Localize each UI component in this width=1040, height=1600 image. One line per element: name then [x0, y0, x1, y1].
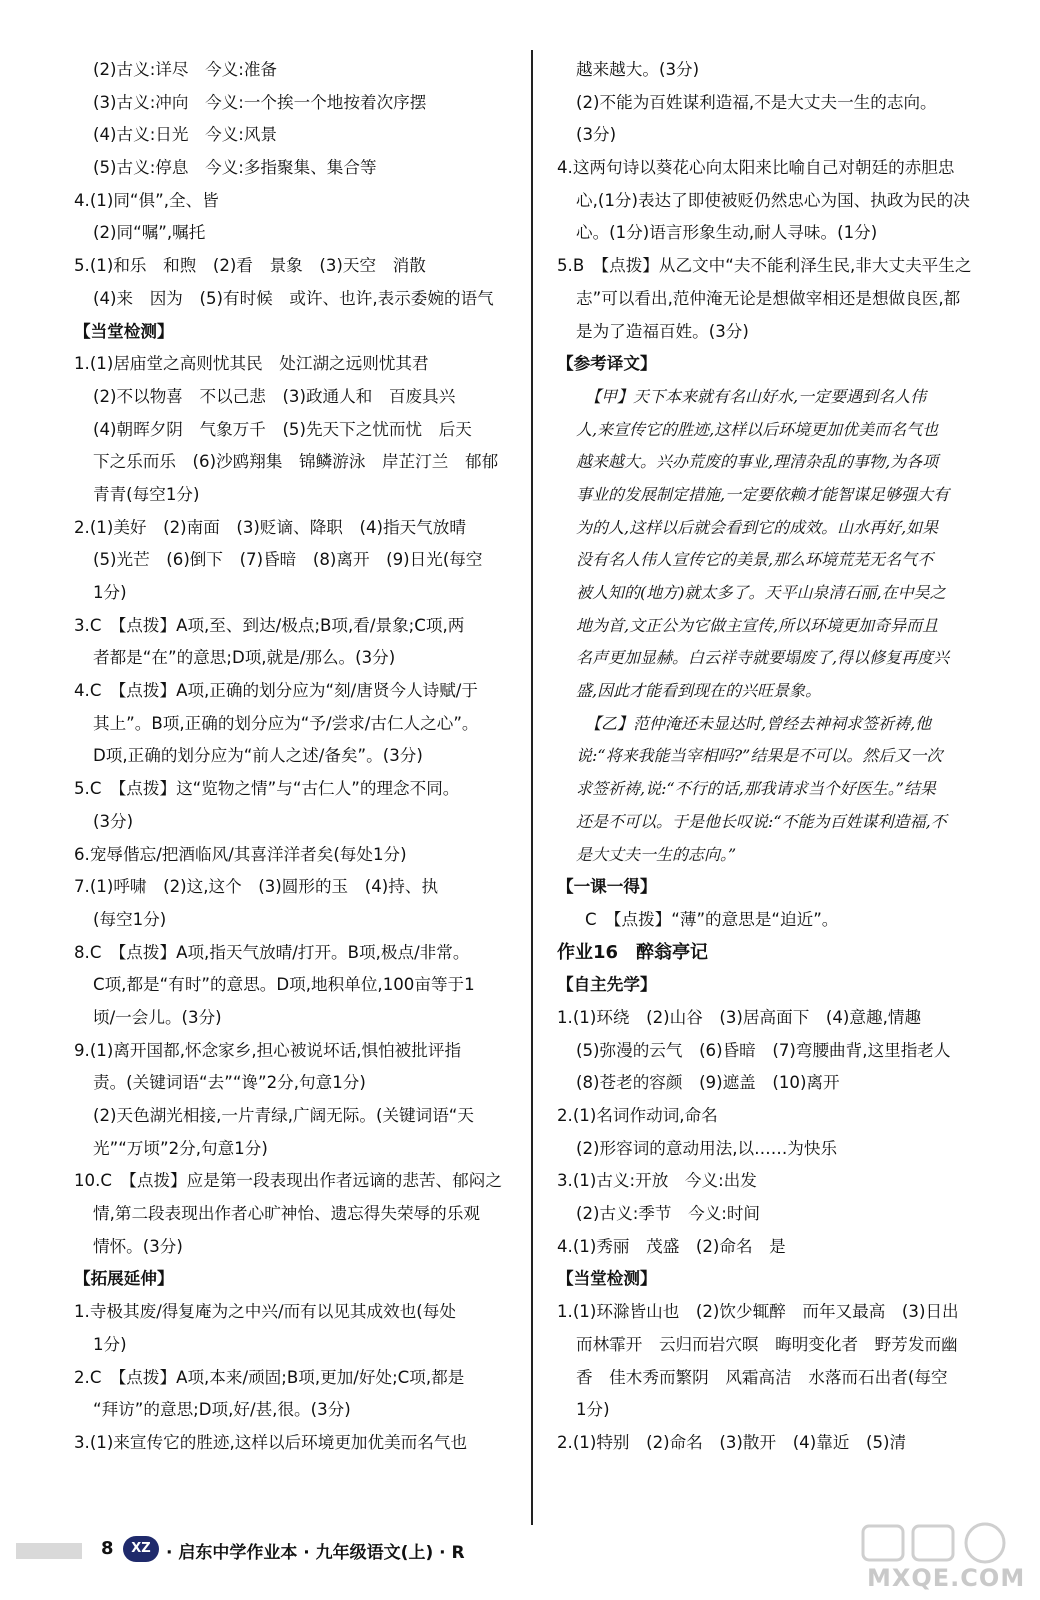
left-text-line: D项,正确的划分应为“前人之述/备矣”。(3分): [93, 746, 423, 766]
page-footer: [16, 1530, 576, 1570]
right-text-line: 名声更加显赫。白云祥寺就要塌废了,得以修复再度兴: [576, 648, 950, 668]
footer-grey-bar: [16, 1543, 82, 1559]
right-text-line: 1.(1)环滁皆山也 (2)饮少辄醉 而年又最高 (3)日出: [557, 1302, 959, 1322]
right-text-line: 3.(1)古义:开放 今义:出发: [557, 1171, 757, 1191]
left-text-line: 顷/一会儿。(3分): [93, 1007, 222, 1027]
left-text-line: 1.寺极其废/得复庵为之中兴/而有以见其成效也(每处: [74, 1302, 456, 1322]
right-text-line: 越来越大。(3分): [576, 60, 700, 79]
right-text-line: 没有名人伟人宣传它的美景,那么环境荒芜无名气不: [576, 550, 934, 570]
right-text-line: 【一课一得】: [557, 877, 657, 897]
right-text-line: 是为了造福百姓。(3分): [576, 321, 749, 341]
right-text-line: 1分): [576, 1400, 610, 1420]
right-text-line: C 【点拨】“薄”的意思是“迫近”。: [585, 909, 839, 929]
right-text-line: 是大丈夫一生的志向。”: [576, 844, 737, 864]
left-text-line: 2.C 【点拨】A项,本来/顽固;B项,更加/好处;C项,都是: [74, 1367, 465, 1387]
left-text-line: (3)古义:冲向 今义:一个挨一个地按着次序摆: [93, 92, 427, 112]
left-column: [74, 54, 522, 1460]
left-text-line: 情怀。(3分): [93, 1236, 183, 1256]
right-text-line: 【自主先学】: [557, 975, 657, 995]
left-text-line: (2)古义:详尽 今义:准备: [93, 60, 278, 79]
left-text-line: (2)不以物喜 不以己悲 (3)政通人和 百废具兴: [93, 386, 456, 406]
left-text-line: 4.C 【点拨】A项,正确的划分应为“刻/唐贤今人诗赋/于: [74, 681, 478, 701]
right-text-line: 地为首,文正公为它做主宣传,所以环境更加奇异而且: [576, 615, 939, 635]
right-text-line: 【乙】范仲淹还未显达时,曾经去神祠求签祈祷,他: [585, 713, 932, 733]
left-text-line: C项,都是“有时”的意思。D项,地积单位,100亩等于1: [93, 975, 475, 995]
left-text-line: 1分): [93, 583, 127, 602]
left-text-line: 7.(1)呼啸 (2)这,这个 (3)圆形的玉 (4)持、执: [74, 877, 439, 897]
right-text-line: (8)苍老的容颜 (9)遮盖 (10)离开: [576, 1073, 840, 1093]
right-text-line: 盛,因此才能看到现在的兴旺景象。: [576, 681, 822, 701]
left-text-line: 9.(1)离开国都,怀念家乡,担心被说坏话,惧怕被批评指: [74, 1040, 462, 1060]
right-text-line: 【参考译文】: [557, 354, 657, 374]
right-text-line: 事业的发展制定措施,一定要依赖才能智谋足够强大有: [576, 484, 950, 504]
left-text-line: 1分): [93, 1334, 127, 1354]
left-text-line: 6.宠辱偕忘/把酒临风/其喜洋洋者矣(每处1分): [74, 844, 407, 864]
left-text-line: 5.C 【点拨】这“览物之情”与“古仁人”的理念不同。: [74, 779, 460, 799]
left-text-line: 青青(每空1分): [93, 484, 200, 504]
page-number: 8: [101, 1538, 114, 1559]
left-text-line: (4)来 因为 (5)有时候 或许、也许,表示委婉的语气: [93, 288, 494, 308]
right-text-line: 4.(1)秀丽 茂盛 (2)命名 是: [557, 1236, 786, 1256]
right-text-line: 被人知的(地方)就太多了。天平山泉清石丽,在中吴之: [576, 583, 946, 602]
right-text-line: 1.(1)环绕 (2)山谷 (3)居高面下 (4)意趣,情趣: [557, 1007, 922, 1027]
left-text-line: (5)光芒 (6)倒下 (7)昏暗 (8)离开 (9)日光(每空: [93, 550, 483, 570]
left-text-line: (2)同“嘱”,嘱托: [93, 223, 206, 243]
right-text-line: 求签祈祷,说:“不行的话,那我请求当个好医生。”结果: [576, 779, 936, 799]
left-text-line: 5.(1)和乐 和煦 (2)看 景象 (3)天空 消散: [74, 256, 426, 276]
left-text-line: 者都是“在”的意思;D项,就是/那么。(3分): [93, 648, 396, 668]
right-text-line: (2)形容词的意动用法,以……为快乐: [576, 1138, 838, 1158]
left-text-line: 光”“万顷”2分,句意1分): [93, 1138, 268, 1158]
left-text-line: (每空1分): [93, 909, 167, 929]
right-text-line: 心。(1分)语言形象生动,耐人寻味。(1分): [576, 223, 878, 243]
right-text-line: 还是不可以。于是他长叹说:“不能为百姓谋利造福,不: [576, 811, 947, 831]
right-text-line: 而林霏开 云归而岩穴暝 晦明变化者 野芳发而幽: [576, 1334, 958, 1354]
left-text-line: 【拓展延伸】: [74, 1269, 174, 1289]
right-text-line: 人,来宣传它的胜迹,这样以后环境更加优美而名气也: [576, 419, 939, 439]
right-text-line: 4.这两句诗以葵花心向太阳来比喻自己对朝廷的赤胆忠: [557, 158, 955, 178]
left-text-line: (5)古义:停息 今义:多指聚集、集合等: [93, 158, 377, 178]
watermark-text: MXQE.COM: [867, 1564, 1026, 1592]
book-title: · 启东中学作业本 · 九年级语文(上) · R: [166, 1543, 465, 1563]
right-text-line: 心,(1分)表达了即使被贬仍然忠心为国、执政为民的决: [576, 190, 970, 210]
right-text-line: (2)不能为百姓谋利造福,不是大丈夫一生的志向。: [576, 92, 937, 112]
right-text-line: (2)古义:季节 今义:时间: [576, 1204, 761, 1224]
left-text-line: 3.(1)来宣传它的胜迹,这样以后环境更加优美而名气也: [74, 1432, 468, 1452]
right-text-line: 越来越大。兴办荒废的事业,理清杂乱的事物,为各项: [576, 452, 939, 472]
right-text-line: 作业16 醉翁亭记: [557, 941, 709, 963]
right-text-line: 5.B 【点拨】从乙文中“夫不能利泽生民,非大丈夫平生之: [557, 256, 972, 276]
left-text-line: (3分): [93, 811, 134, 831]
right-text-line: 志”可以看出,范仲淹无论是想做宰相还是想做良医,都: [576, 288, 961, 308]
left-text-line: 10.C 【点拨】应是第一段表现出作者远谪的悲苦、郁闷之: [74, 1171, 502, 1191]
right-text-line: (3分): [576, 125, 617, 145]
right-text-line: 香 佳木秀而繁阴 风霜高洁 水落而石出者(每空: [576, 1367, 948, 1387]
left-text-line: (4)朝晖夕阴 气象万千 (5)先天下之忧而忧 后天: [93, 419, 472, 439]
left-text-line: 8.C 【点拨】A项,指天气放晴/打开。B项,极点/非常。: [74, 942, 470, 962]
series-logo: XZ: [123, 1536, 159, 1562]
left-text-line: 责。(关键词语“去”“谗”2分,句意1分): [93, 1073, 366, 1093]
right-text-line: 2.(1)特别 (2)命名 (3)散开 (4)靠近 (5)清: [557, 1432, 907, 1452]
right-text-line: (5)弥漫的云气 (6)昏暗 (7)弯腰曲背,这里指老人: [576, 1040, 951, 1060]
right-text-line: 【甲】天下本来就有名山好水,一定要遇到名人伟: [585, 386, 927, 406]
right-text-line: 2.(1)名词作动词,命名: [557, 1106, 718, 1125]
right-text-line: 为的人,这样以后就会看到它的成效。山水再好,如果: [576, 517, 939, 537]
right-text-line: 说:“将来我能当宰相吗?”结果是不可以。然后又一次: [576, 746, 943, 766]
right-text-line: 【当堂检测】: [557, 1269, 657, 1289]
left-text-line: 3.C 【点拨】A项,至、到达/极点;B项,看/景象;C项,两: [74, 615, 465, 635]
left-text-line: 情,第二段表现出作者心旷神怡、遗忘得失荣辱的乐观: [93, 1204, 480, 1224]
watermark-logo: [855, 1520, 1025, 1595]
column-divider: [531, 50, 533, 1525]
left-text-line: 4.(1)同“俱”,全、皆: [74, 190, 219, 210]
left-text-line: 1.(1)居庙堂之高则忧其民 处江湖之远则忧其君: [74, 354, 429, 374]
left-text-line: 其上”。B项,正确的划分应为“予/尝求/古仁人之心”。: [93, 713, 479, 733]
right-column: [557, 54, 1007, 1460]
left-text-line: 2.(1)美好 (2)南面 (3)贬谪、降职 (4)指天气放晴: [74, 517, 466, 537]
left-text-line: (4)古义:日光 今义:风景: [93, 125, 278, 145]
left-text-line: “拜访”的意思;D项,好/甚,很。(3分): [93, 1400, 351, 1420]
watermark-stamp-icon: [855, 1520, 1025, 1568]
left-text-line: (2)天色湖光相接,一片青绿,广阔无际。(关键词语“天: [93, 1106, 474, 1125]
left-text-line: 下之乐而乐 (6)沙鸥翔集 锦鳞游泳 岸芷汀兰 郁郁: [93, 452, 499, 472]
left-text-line: 【当堂检测】: [74, 321, 174, 341]
